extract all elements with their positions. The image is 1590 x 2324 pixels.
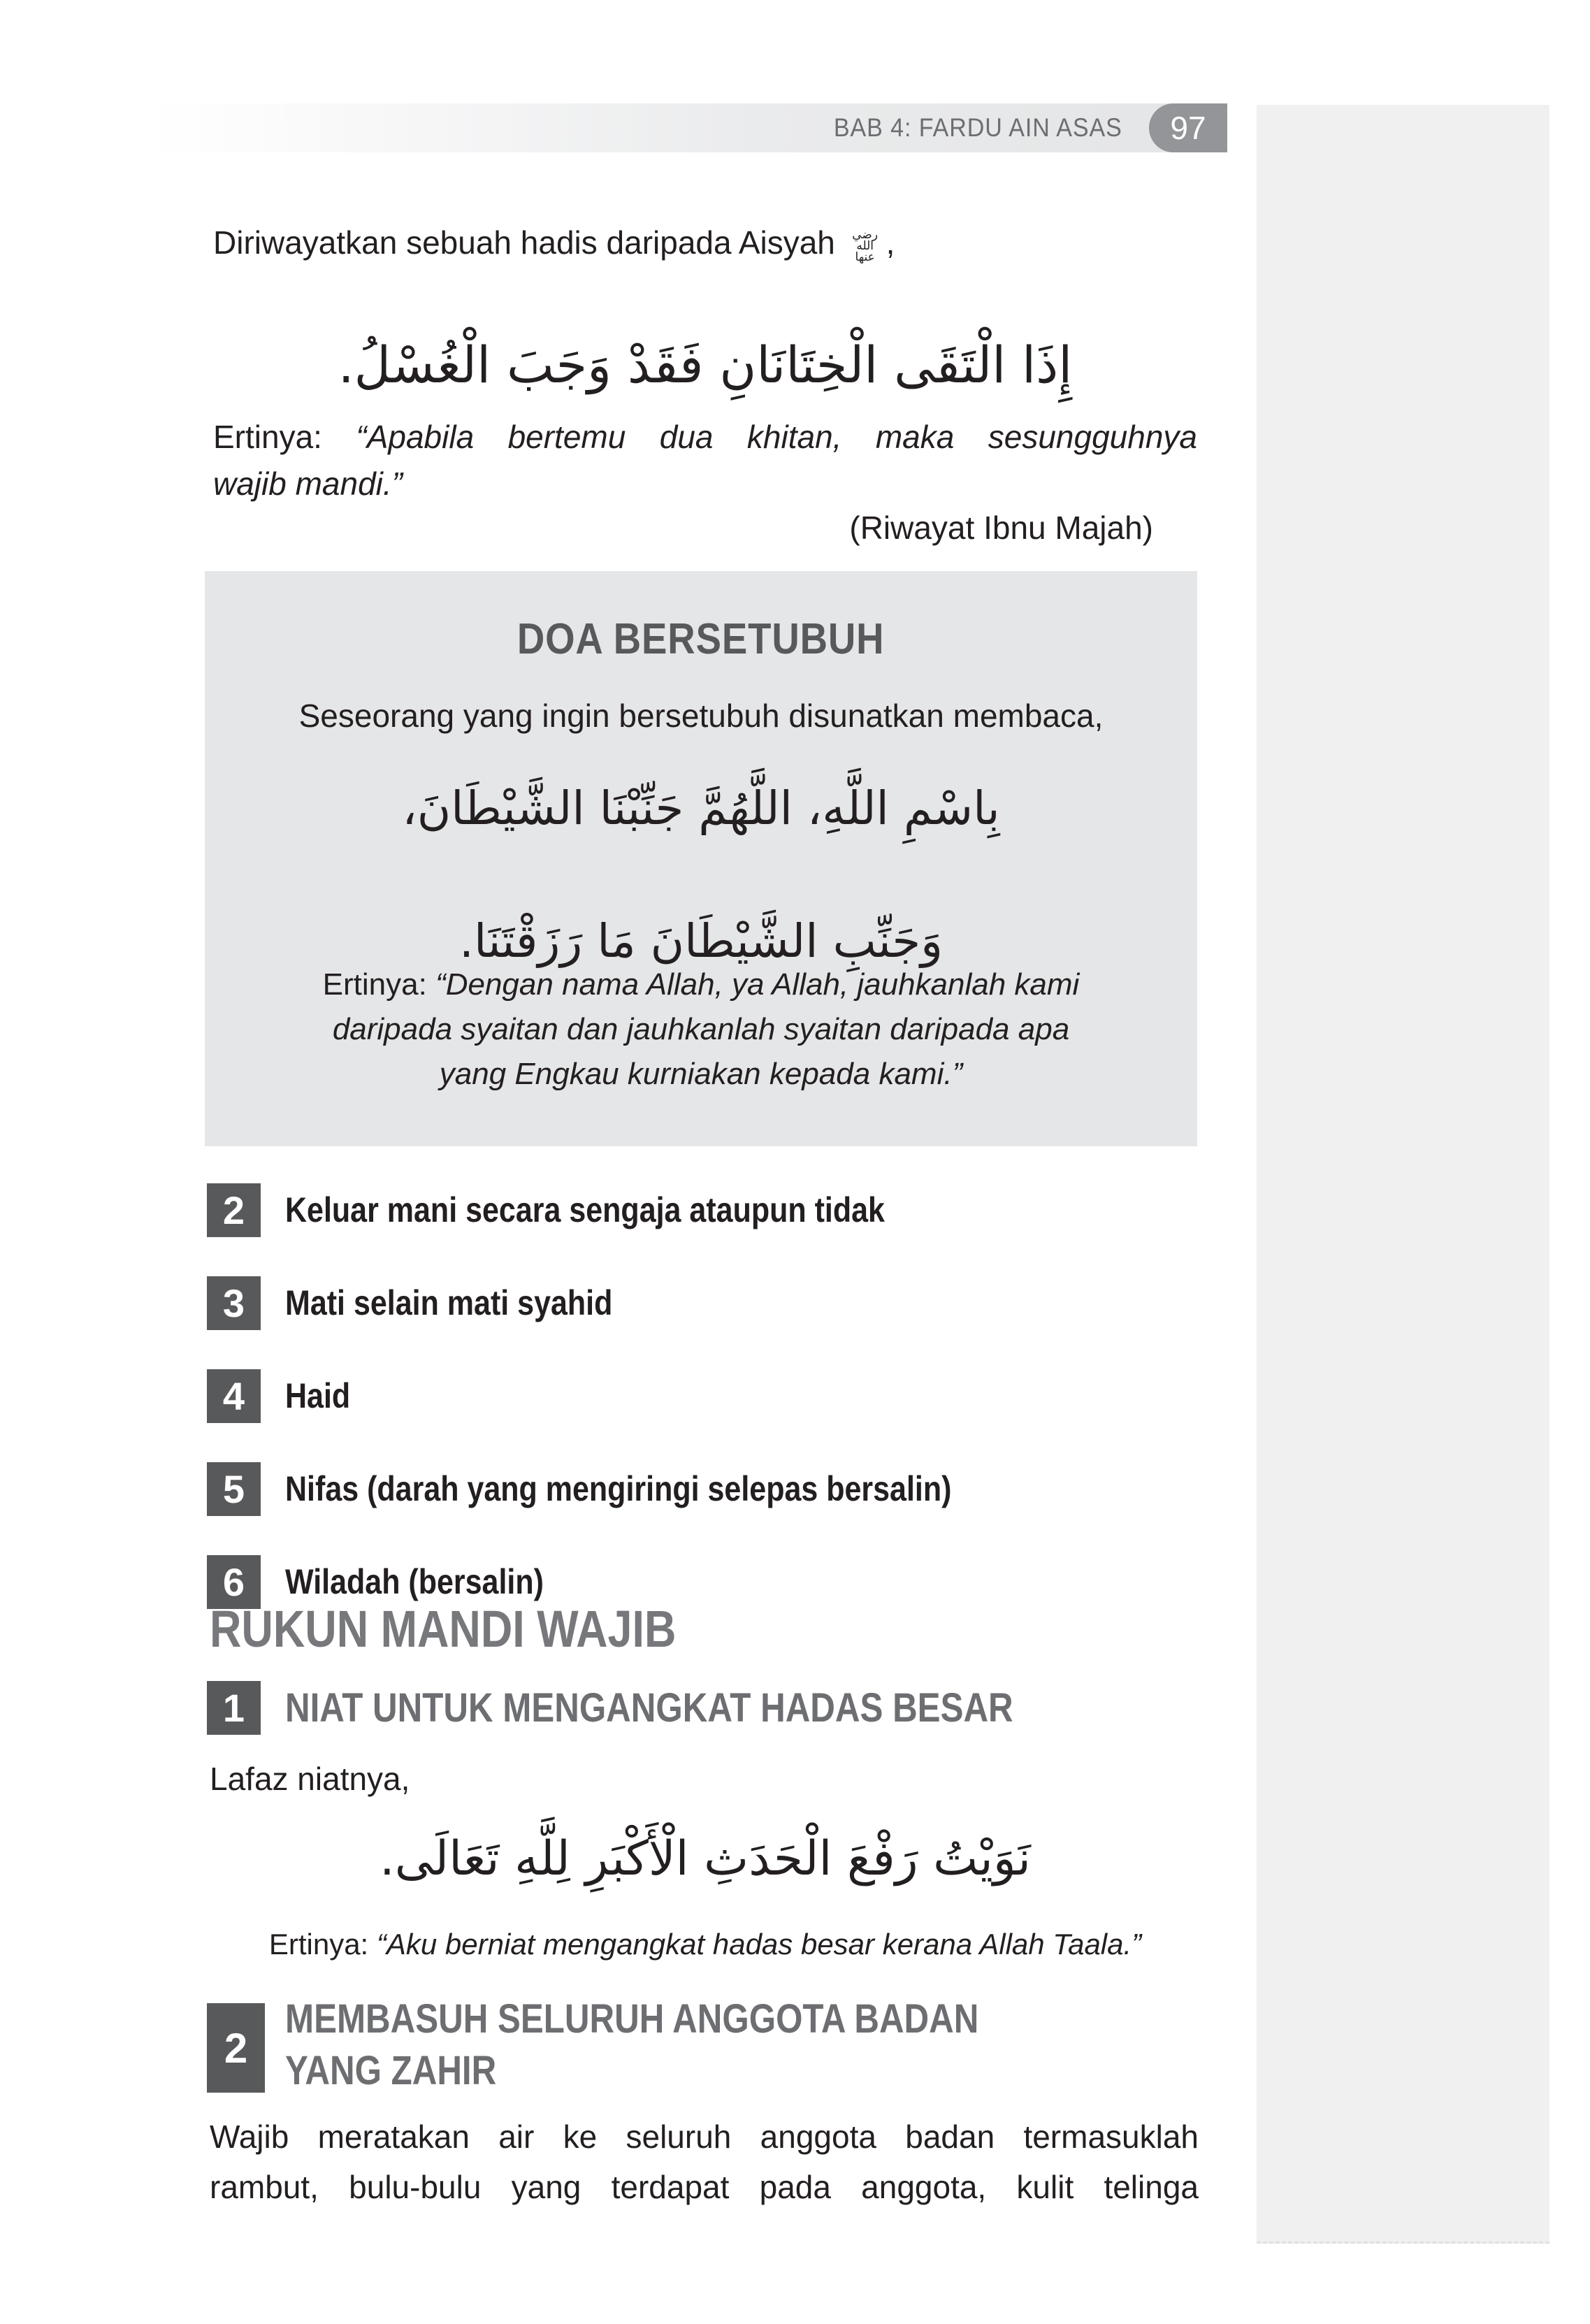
radiallahu-anha-honorific: رضي الله عنها (852, 227, 879, 264)
doa-bersetubuh-box (205, 571, 1197, 1146)
doa-box-title: DOA BERSETUBUH (517, 615, 885, 663)
doa-translation-line-1: Ertinya: “Dengan nama Allah, ya Allah, jauhkanlah kami (322, 967, 1080, 1002)
list-item-label: Keluar mani secara sengaja ataupun tidak (285, 1190, 885, 1229)
list-item-number-badge: 3 (207, 1276, 261, 1330)
page-edge-strip (1257, 105, 1549, 2244)
rukun-2-body-line-1: Wajib meratakan air ke seluruh anggota badan termasuklah (210, 2119, 1199, 2155)
niat-arabic-text: نَوَيْتُ رَفْعَ الْحَدَثِ الْأَكْبَرِ لِلَّهِ تَعَالَى. (380, 1831, 1031, 1886)
page-number-badge (1149, 103, 1227, 152)
list-item-label: Nifas (darah yang mengiringi selepas bersalin) (285, 1469, 952, 1508)
list-item-number-badge: 4 (207, 1369, 261, 1423)
list-item-label: Haid (285, 1376, 351, 1415)
chapter-title: BAB 4: FARDU AIN ASAS (834, 113, 1122, 142)
rukun-2-title-line-1: MEMBASUH SELURUH ANGGOTA BADAN (285, 1996, 979, 2042)
list-item-label: Mati selain mati syahid (285, 1283, 613, 1322)
list-item (207, 1183, 1199, 1237)
doa-arabic-line-1: بِاسْمِ اللَّهِ، اللَّهُمَّ جَنِّبْنَا الشَّيْطَانَ، (402, 781, 1000, 835)
doa-arabic-line-2: وَجَنِّبِ الشَّيْطَانَ مَا رَزَقْتَنَا. (459, 914, 943, 968)
list-item-label: Wiladah (bersalin) (285, 1562, 544, 1601)
rukun-1-number-badge: 1 (207, 1681, 261, 1735)
doa-box-subtitle: Seseorang yang ingin bersetubuh disunatkan membaca, (298, 698, 1104, 734)
rukun-1-title: NIAT UNTUK MENGANGKAT HADAS BESAR (285, 1685, 1013, 1731)
rukun-1-lead: Lafaz niatnya, (210, 1761, 410, 1797)
list-item (207, 1462, 1199, 1516)
rukun-1-translation: Ertinya: “Aku berniat mengangkat hadas besar kerana Allah Taala.” (268, 1928, 1142, 1961)
translation-label: Ertinya: (213, 419, 322, 455)
list-item-number-badge: 5 (207, 1462, 261, 1516)
hadith-translation-line-1: Ertinya: “Apabila bertemu dua khitan, maka sesungguhnya (213, 419, 1197, 455)
list-item-number-badge: 6 (207, 1555, 261, 1609)
page-number: 97 (1170, 110, 1206, 146)
rukun-2-body-line-2: rambut, bulu-bulu yang terdapat pada anggota, kulit telinga (210, 2169, 1199, 2205)
doa-translation-line-2: daripada syaitan dan jauhkanlah syaitan daripada apa (332, 1012, 1070, 1046)
doa-translation-line-3: yang Engkau kurniakan kepada kami.” (439, 1057, 963, 1091)
intro-comma: , (886, 224, 895, 261)
hadith-arabic-text: إِذَا الْتَقَى الْخِتَانَانِ فَقَدْ وَجَبَ الْغُسْلُ. (338, 335, 1073, 394)
rukun-2-title-line-2: YANG ZAHIR (285, 2048, 497, 2093)
translation-label: Ertinya: (268, 1928, 369, 1961)
list-item (207, 1276, 1199, 1330)
list-item (207, 1369, 1199, 1423)
section-heading-rukun-mandi-wajib: RUKUN MANDI WAJIB (210, 1600, 677, 1658)
intro-paragraph (213, 224, 1197, 263)
doa-translation (205, 962, 1197, 1097)
hadith-translation-line-2: wajib mandi.” (213, 465, 403, 502)
translation-label: Ertinya: (322, 967, 427, 1002)
rukun-2-number-badge: 2 (207, 2003, 265, 2093)
list-item-number-badge: 2 (207, 1183, 261, 1237)
hadith-source: (Riwayat Ibnu Majah) (849, 510, 1153, 546)
intro-text: Diriwayatkan sebuah hadis daripada Aisyah (213, 224, 835, 261)
chapter-header-bar (0, 103, 1227, 152)
rukun-2-title (285, 1993, 1101, 2097)
